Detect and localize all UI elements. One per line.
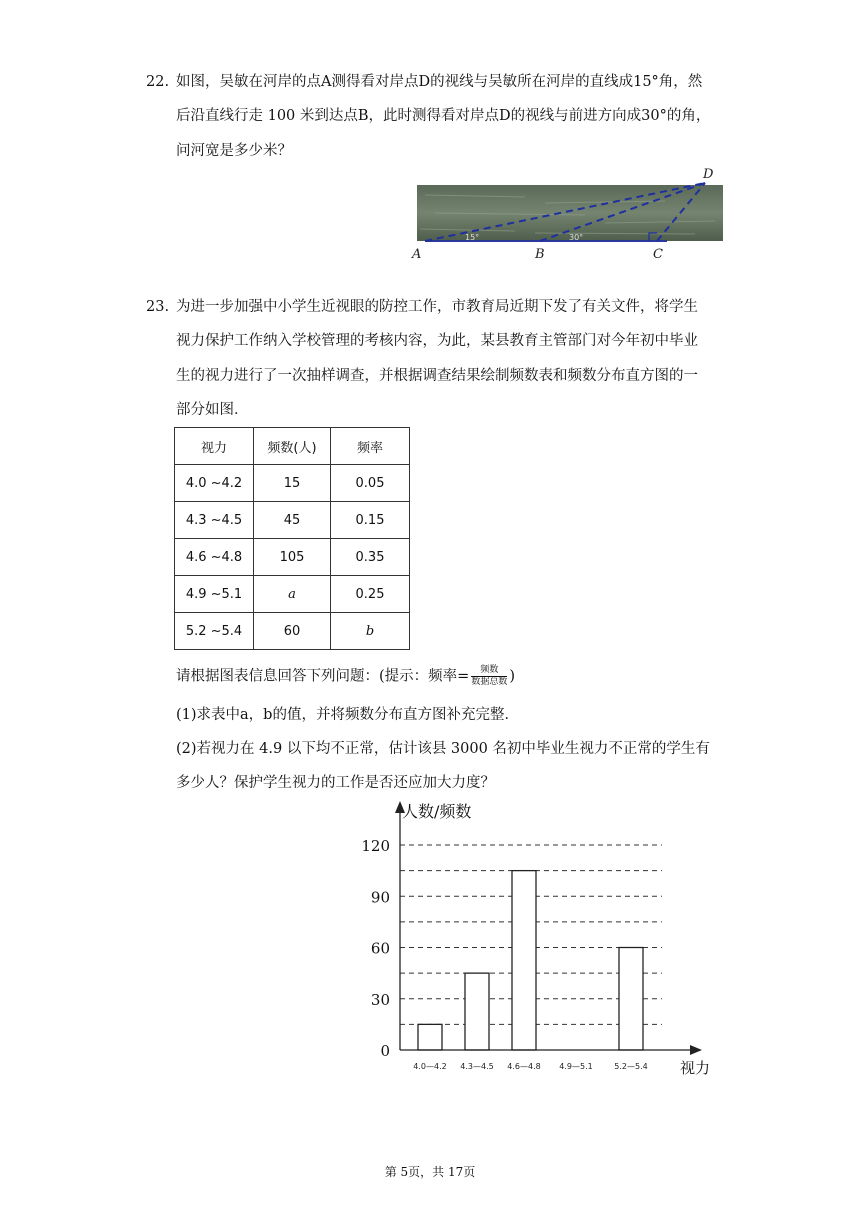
hint-fraction-numerator: 频数 — [471, 665, 507, 677]
table-row — [175, 502, 410, 539]
part-2-line-1: (2)若视力在 4.9 以下均不正常，估计该县 3000 名初中毕业生视力不正常的学生有 — [176, 741, 710, 757]
question-23-line-1: 为进一步加强中小学生近视眼的防控工作，市教育局近期下发了有关文件，将学生 — [176, 299, 698, 315]
hint-fraction — [471, 665, 507, 688]
angle-b-label: 30° — [569, 233, 584, 242]
question-22-line-2: 后沿直线行走 100 米到达点B，此时测得看对岸点D的视线与前进方向成30°的角， — [176, 108, 711, 124]
table-row — [175, 539, 410, 576]
question-23-line-2: 视力保护工作纳入学校管理的考核内容，为此，某县教育主管部门对今年初中毕业 — [176, 333, 698, 349]
table-cell: 4.3 ~4.5 — [175, 502, 254, 539]
point-c-label: C — [653, 247, 663, 262]
table-cell: 4.9 ~5.1 — [175, 576, 254, 613]
table-cell: a — [254, 576, 331, 613]
x-tick-label: 5.2—5.4 — [614, 1062, 648, 1071]
question-22-number: 22. — [146, 74, 170, 90]
table-cell: 4.6 ~4.8 — [175, 539, 254, 576]
hint-suffix: ) — [509, 668, 515, 685]
y-axis-label: 人数/频数 — [402, 802, 472, 821]
x-axis-label: 视力 — [680, 1059, 711, 1077]
table-row — [175, 613, 410, 650]
y-tick-label: 120 — [361, 837, 390, 855]
y-tick-label: 30 — [370, 990, 390, 1009]
point-d-label: D — [703, 167, 714, 182]
question-23-number: 23. — [146, 299, 170, 315]
histogram-bar — [465, 973, 489, 1050]
table-cell: 5.2 ~5.4 — [175, 613, 254, 650]
x-axis-arrow — [690, 1045, 702, 1055]
table-cell: 105 — [254, 539, 331, 576]
x-tick-label: 4.6—4.8 — [507, 1062, 541, 1071]
histogram-bar — [512, 871, 536, 1050]
table-header-cell: 频率 — [331, 428, 410, 465]
histogram-bar — [619, 948, 643, 1051]
x-tick-label: 4.9—5.1 — [559, 1062, 593, 1071]
hint-fraction-denominator: 数据总数 — [471, 677, 508, 687]
x-tick-label: 4.3—4.5 — [460, 1062, 494, 1071]
page-footer: 第 5页，共 17页 — [384, 1165, 476, 1179]
y-tick-label: 0 — [380, 1042, 390, 1060]
table-cell: 45 — [254, 502, 331, 539]
table-cell: 0.35 — [331, 539, 410, 576]
point-b-label: B — [535, 247, 545, 262]
question-22-line-1: 如图，吴敏在河岸的点A测得看对岸点D的视线与吴敏所在河岸的直线成15°角，然 — [176, 74, 703, 90]
table-header-cell: 频数(人) — [254, 428, 331, 465]
part-2-line-2: 多少人？保护学生视力的工作是否还应加大力度？ — [176, 775, 495, 791]
histogram-chart — [350, 795, 730, 1085]
point-a-label: A — [412, 247, 422, 262]
river-figure — [405, 163, 725, 265]
question-23-line-4: 部分如图． — [176, 402, 249, 418]
question-23-line-3: 生的视力进行了一次抽样调查，并根据调查结果绘制频数表和频数分布直方图的一 — [176, 368, 698, 384]
table-header-cell: 视力 — [175, 428, 254, 465]
hint-line — [176, 665, 515, 688]
table-cell: 60 — [254, 613, 331, 650]
angle-a-label: 15° — [465, 233, 480, 242]
table-row — [175, 576, 410, 613]
y-tick-label: 60 — [370, 939, 390, 958]
table-cell: 15 — [254, 465, 331, 502]
hint-prefix: 请根据图表信息回答下列问题：(提示：频率= — [176, 668, 470, 685]
histogram-bar — [418, 1024, 442, 1050]
table-cell: 0.15 — [331, 502, 410, 539]
table-cell: 0.05 — [331, 465, 410, 502]
x-tick-label: 4.0—4.2 — [413, 1062, 447, 1071]
table-cell: 0.25 — [331, 576, 410, 613]
y-tick-label: 90 — [370, 888, 390, 907]
table-cell: 4.0 ~4.2 — [175, 465, 254, 502]
table-row — [175, 465, 410, 502]
part-1-text: (1)求表中a，b的值，并将频数分布直方图补充完整． — [176, 707, 519, 723]
table-header-row — [175, 428, 410, 465]
frequency-table — [174, 427, 410, 650]
table-cell: b — [331, 613, 410, 650]
question-22-line-3: 问河宽是多少米？ — [176, 143, 292, 159]
